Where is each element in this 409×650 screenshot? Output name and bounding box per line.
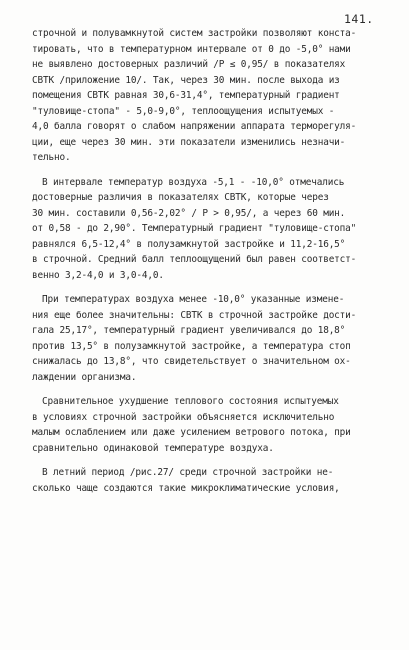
- text-line: гала 25,17°, температурный градиент увеличивался до 18,8°: [32, 325, 346, 336]
- paragraph-5: [32, 465, 394, 496]
- paragraph-2: [32, 175, 394, 284]
- text-line: ния еще более значительны: СВТК в строчной застройке дости-: [32, 309, 357, 321]
- text-line: снижалась до 13,8°, что свидетельствует о значительном ох-: [32, 356, 351, 367]
- page-number: 141.: [344, 12, 374, 26]
- text-line: помещения СВТК равная 30,6-31,4°, температурный градиент: [32, 90, 340, 101]
- text-line: ции, еще через 30 мин. эти показатели изменились незначи-: [32, 136, 346, 148]
- text-line: лаждении организма.: [32, 371, 137, 383]
- paragraph-3: [32, 292, 394, 385]
- text-line: 30 мин. составили 0,56-2,02° / P > 0,95/, а через 60 мин.: [32, 207, 346, 219]
- text-line: не выявлено достоверных различий /P ≤ 0,95/ в показателях: [32, 59, 346, 70]
- text-line: сколько чаще создаются такие микроклиматические условия,: [32, 482, 340, 494]
- text-line: сравнительно одинаковой температуре воздуха.: [32, 442, 274, 454]
- text-line: 4,0 балла говорят о слабом напряжении аппарата терморегуля-: [32, 121, 357, 132]
- text-line: СВТК /приложение 10/. Так, через 30 мин. после выхода из: [32, 74, 340, 86]
- text-line: тельно.: [32, 152, 71, 163]
- paragraph-4: [32, 394, 394, 456]
- text-line: В интервале температур воздуха -5,1 - -10,0° отмечались: [42, 176, 345, 188]
- text-line: "туловище-стопа" - 5,0-9,0°, теплоощущения испытуемых -: [32, 105, 335, 117]
- text-line: против 13,5° в полузамкнутой застройке, а температура стоп: [32, 340, 351, 352]
- text-line: в условиях строчной застройки объясняется исключительно: [32, 411, 335, 423]
- text-line: равнялся 6,5-12,4° в полузамкнутой застройке и 11,2-16,5°: [32, 238, 346, 250]
- text-line: В летний период /рис.27/ среди строчной застройки не-: [42, 467, 334, 478]
- paragraph-1: [32, 26, 394, 166]
- text-line: Сравнительное ухудшение теплового состояния испытуемых: [42, 396, 339, 407]
- body-text: [32, 26, 394, 496]
- text-line: достоверные различия в показателях СВТК, которые через: [32, 192, 329, 203]
- text-line: от 0,58 - до 2,90°. Температурный градиент "туловище-стопа": [32, 223, 357, 234]
- text-line: венно 3,2-4,0 и 3,0-4,0.: [32, 269, 164, 281]
- text-line: тировать, что в температурном интервале от 0 до -5,0° нами: [32, 43, 351, 55]
- text-line: строчной и полувамкнутой систем застройки позволяют конста-: [32, 28, 357, 39]
- text-line: При температурах воздуха менее -10,0° указанные измене-: [42, 294, 345, 305]
- text-line: малым ослаблением или даже усилением ветрового потока, при: [32, 427, 351, 438]
- text-line: в строчной. Средний балл теплоощущений был равен соответст-: [32, 254, 357, 265]
